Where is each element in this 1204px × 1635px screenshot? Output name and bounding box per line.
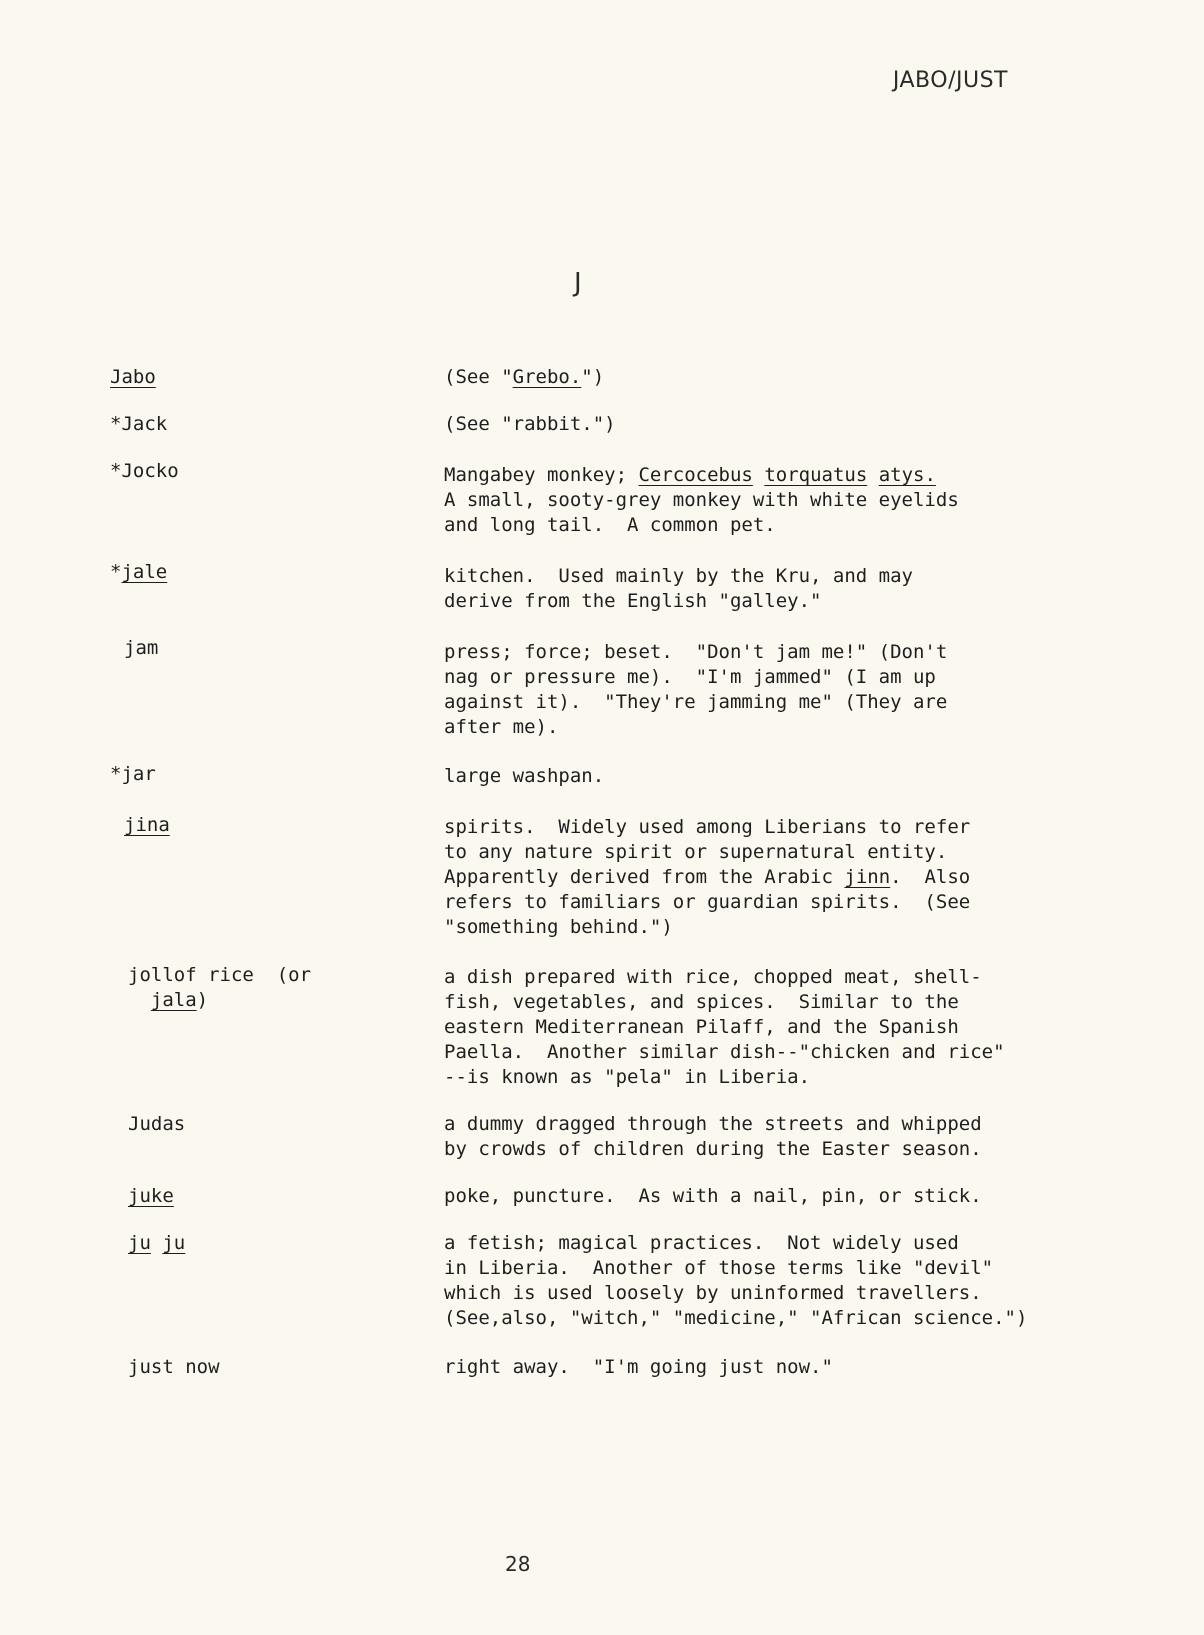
entry-judas xyxy=(0,1112,1204,1162)
entry-definition: press; force; beset. "Don't jam me!" (Don't nag or pressure me). "I'm jammed" (I am up against it). "They're jamming me" (They are after me). xyxy=(444,641,948,738)
section-letter: J xyxy=(574,268,582,298)
entry-jale xyxy=(0,560,1204,614)
entry-term: juke xyxy=(128,1185,174,1207)
entry-juke xyxy=(0,1184,1204,1209)
entry-definition: (See "rabbit.") xyxy=(444,413,616,435)
entry-term: *jale xyxy=(110,561,168,583)
entry-jam xyxy=(0,636,1204,740)
entry-term: Judas xyxy=(128,1113,186,1135)
entry-term: *jar xyxy=(110,763,156,785)
entry-ju-ju xyxy=(0,1231,1204,1331)
entry-term: jam xyxy=(124,637,159,659)
entry-definition: kitchen. Used mainly by the Kru, and may derive from the English "galley." xyxy=(444,565,913,612)
entry-definition: a fetish; magical practices. Not widely used in Liberia. Another of those terms like "devil" which is used loosely by uninformed travellers. (See,also, "witch," "medicine," "African science.") xyxy=(444,1232,1028,1329)
entry-just-now xyxy=(0,1355,1204,1380)
entry-definition: large washpan. xyxy=(444,765,605,787)
glossary-entries xyxy=(0,365,1204,1380)
entry-definition: a dummy dragged through the streets and whipped by crowds of children during the Easter season. xyxy=(444,1113,982,1160)
entry-definition: poke, puncture. As with a nail, pin, or stick. xyxy=(444,1185,982,1207)
entry-term: jollof rice (or jala) xyxy=(128,964,312,1011)
running-head: JABO/JUST xyxy=(892,68,1008,93)
entry-definition: a dish prepared with rice, chopped meat, shell- fish, vegetables, and spices. Similar to the eastern Mediterranean Pilaff, and the Spanish Paella. Another similar dish--"chicken and rice" --is known as "pela" in Liberia. xyxy=(444,966,1005,1088)
entry-definition: spirits. Widely used among Liberians to refer to any nature spirit or supernatural entity. Apparently derived from the Arabic jinn. Also refers to familiars or guardian spirits. (See "something behind.") xyxy=(444,816,971,938)
entry-jollof-rice xyxy=(0,963,1204,1090)
entry-term: ju ju xyxy=(128,1232,186,1254)
entry-term: just now xyxy=(128,1356,220,1378)
entry-jocko xyxy=(0,459,1204,538)
entry-definition: (See "Grebo.") xyxy=(444,366,605,388)
entry-term: Jabo xyxy=(110,366,156,388)
entry-jabo xyxy=(0,365,1204,390)
entry-jack xyxy=(0,412,1204,437)
page-number: 28 xyxy=(505,1552,531,1576)
entry-term: jina xyxy=(124,814,170,836)
entry-definition: Mangabey monkey; Cercocebus torquatus atys. A small, sooty-grey monkey with white eyelids and long tail. A common pet. xyxy=(444,464,959,536)
entry-term: *Jack xyxy=(110,413,168,435)
entry-term: *Jocko xyxy=(110,460,179,482)
entry-jina xyxy=(0,813,1204,940)
entry-definition: right away. "I'm going just now." xyxy=(444,1356,833,1378)
entry-jar xyxy=(0,762,1204,789)
